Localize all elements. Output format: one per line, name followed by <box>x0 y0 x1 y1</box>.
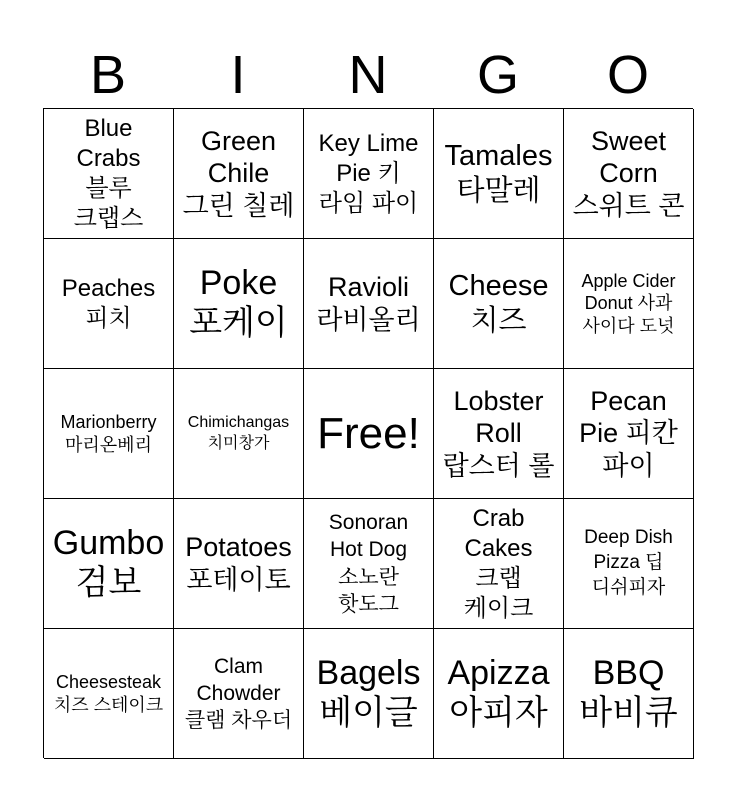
cell-label: Tamales 타말레 <box>444 140 553 207</box>
cell-label: Ravioli 라비올리 <box>316 272 421 335</box>
cell-label: Green Chile 그린 칠레 <box>182 125 295 221</box>
header-letter-g: G <box>476 45 519 105</box>
cell-label: Apizza 아피자 <box>447 654 550 732</box>
cell-label: Pecan Pie 피칸 파이 <box>579 385 678 481</box>
cell-label: Gumbo 검보 <box>52 524 165 602</box>
cell-label: Deep Dish Pizza 딥 디쉬피자 <box>584 527 673 598</box>
bingo-cell[interactable] <box>434 239 564 369</box>
cell-label: Poke 포케이 <box>189 264 288 342</box>
free-space-label: Free! <box>317 408 420 458</box>
bingo-cell[interactable] <box>174 239 304 369</box>
bingo-board <box>43 108 693 758</box>
bingo-header <box>43 42 693 108</box>
cell-label: Crab Cakes 크랩 케이크 <box>463 504 534 622</box>
bingo-cell[interactable] <box>44 629 174 759</box>
cell-label: Key Lime Pie 키 라임 파이 <box>318 129 419 217</box>
cell-label: Clam Chowder 클램 차우더 <box>184 654 293 733</box>
cell-label: Marionberry 마리온베리 <box>60 412 157 455</box>
bingo-cell[interactable] <box>564 369 694 499</box>
cell-label: Cheese 치즈 <box>448 270 549 337</box>
bingo-cell[interactable] <box>434 369 564 499</box>
bingo-cell[interactable] <box>434 109 564 239</box>
cell-label: Bagels 베이글 <box>316 654 421 732</box>
bingo-cell[interactable] <box>44 239 174 369</box>
bingo-cell[interactable] <box>44 499 174 629</box>
bingo-cell[interactable] <box>304 109 434 239</box>
bingo-cell[interactable] <box>434 499 564 629</box>
cell-label: Chimichangas 치미창가 <box>187 413 290 452</box>
bingo-cell[interactable] <box>564 239 694 369</box>
bingo-cell[interactable] <box>304 499 434 629</box>
bingo-cell[interactable] <box>304 629 434 759</box>
bingo-cell[interactable] <box>174 499 304 629</box>
cell-label: Lobster Roll 랍스터 롤 <box>442 385 555 481</box>
bingo-cell[interactable] <box>564 629 694 759</box>
free-space[interactable] <box>304 369 434 499</box>
bingo-cell[interactable] <box>174 109 304 239</box>
cell-label: Cheesesteak 치즈 스테이크 <box>53 672 164 715</box>
cell-label: Potatoes 포테이토 <box>185 532 292 595</box>
cell-label: Apple Cider Donut 사과 사이다 도넛 <box>581 270 676 336</box>
cell-label: Peaches 피치 <box>61 274 156 332</box>
bingo-cell[interactable] <box>304 239 434 369</box>
header-letter-b: B <box>89 45 127 105</box>
bingo-cell[interactable] <box>434 629 564 759</box>
bingo-cell[interactable] <box>44 369 174 499</box>
bingo-cell[interactable] <box>564 109 694 239</box>
cell-label: Sonoran Hot Dog 소노란 핫도그 <box>328 510 409 616</box>
header-letter-o: O <box>606 45 649 105</box>
header-letter-n: N <box>348 45 388 105</box>
bingo-cell[interactable] <box>564 499 694 629</box>
bingo-cell[interactable] <box>44 109 174 239</box>
header-letter-i: I <box>230 45 246 105</box>
cell-label: BBQ 바비큐 <box>579 654 678 732</box>
bingo-cell[interactable] <box>174 369 304 499</box>
cell-label: Blue Crabs 블루 크랩스 <box>73 114 144 232</box>
cell-label: Sweet Corn 스위트 콘 <box>572 125 685 221</box>
bingo-cell[interactable] <box>174 629 304 759</box>
